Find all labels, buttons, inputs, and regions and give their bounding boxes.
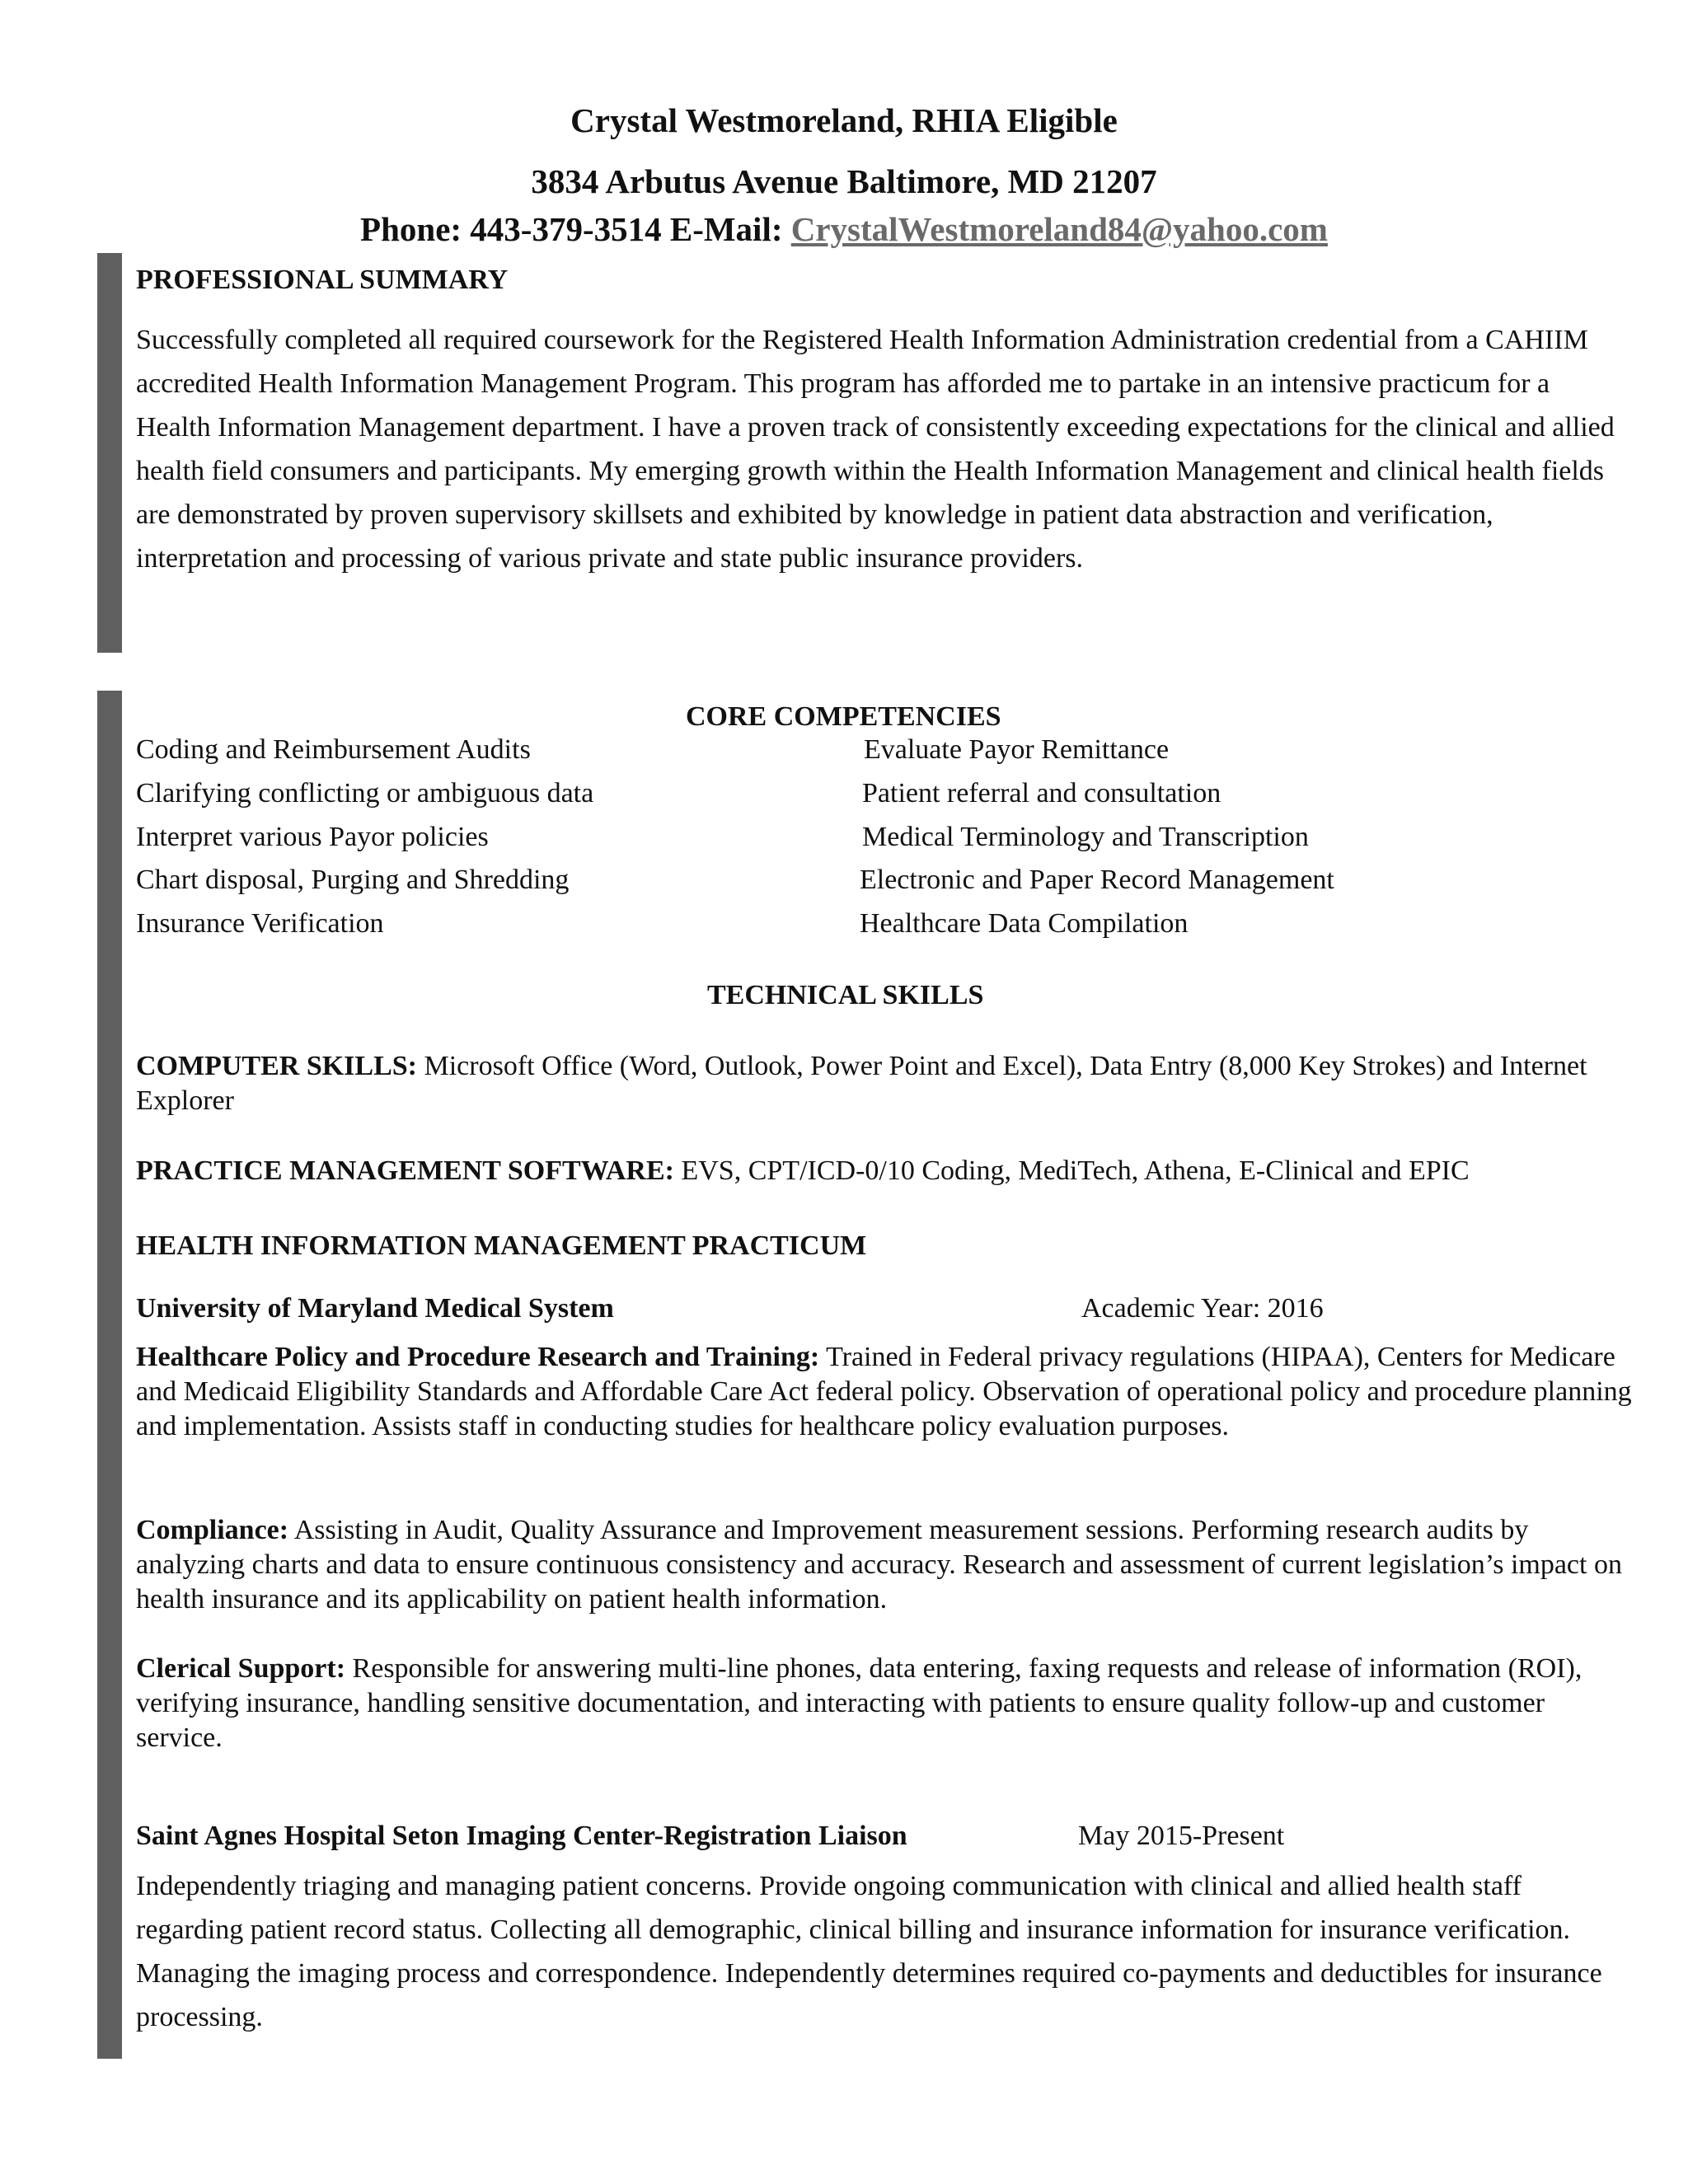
email-label: E-Mail:: [669, 210, 783, 248]
job-title: [136, 1818, 907, 1854]
competencies-heading: CORE COMPETENCIES: [686, 701, 1001, 732]
left-accent-bar-main: [97, 691, 122, 2059]
practicum-item-policy: [136, 1340, 1632, 1444]
competency-right-3: Medical Terminology and Transcription: [862, 822, 1309, 852]
phone-label: Phone:: [360, 210, 462, 248]
job-date: May 2015-Present: [1078, 1821, 1285, 1851]
contact-line: [0, 208, 1688, 251]
computer-skills-label: COMPUTER SKILLS:: [136, 1051, 417, 1081]
competency-left-4: Chart disposal, Purging and Shredding: [136, 865, 570, 895]
phone-number: 443-379-3514: [470, 210, 662, 248]
practicum-org-name: University of Maryland Medical System: [136, 1293, 614, 1324]
competency-left-5: Insurance Verification: [136, 908, 384, 939]
practicum-item-clerical-text: Responsible for answering multi-line phones, data entering, faxing requests and release of information (ROI), verifying insurance, handling sensitive documentation, and interacting with patients to ensure quality follow-up and customer service.: [136, 1653, 1582, 1753]
practicum-item-compliance-text: Assisting in Audit, Quality Assurance and Improvement measurement sessions. Performing research audits by analyzing charts and data to ensure continuous consistency and accuracy. Research and assessment of current legislation’s impact on health insurance and its applicability on patient health information.: [136, 1515, 1622, 1615]
practicum-item-compliance: [136, 1513, 1632, 1617]
practicum-date: Academic Year: 2016: [1081, 1293, 1324, 1324]
competency-left-1: Coding and Reimbursement Audits: [136, 734, 531, 765]
practicum-item-policy-text: Trained in Federal privacy regulations (HIPAA), Centers for Medicare and Medicaid Eligibility Standards and Affordable Care Act federal policy. Observation of operational policy and procedure planning and implementation. Assists staff in conducting studies for healthcare policy evaluation purposes.: [136, 1342, 1632, 1441]
practicum-heading: HEALTH INFORMATION MANAGEMENT PRACTICUM: [136, 1230, 867, 1261]
summary-heading: PROFESSIONAL SUMMARY: [136, 265, 509, 295]
competency-right-5: Healthcare Data Compilation: [860, 908, 1189, 939]
email-link[interactable]: CrystalWestmoreland84@yahoo.com: [790, 210, 1328, 248]
competency-left-2: Clarifying conflicting or ambiguous data: [136, 778, 594, 808]
address: 3834 Arbutus Avenue Baltimore, MD 21207: [531, 162, 1157, 200]
computer-skills: [136, 1049, 1632, 1118]
practicum-org: [136, 1291, 614, 1327]
competency-right-1: Evaluate Payor Remittance: [864, 734, 1170, 765]
job-title-text: Saint Agnes Hospital Seton Imaging Center-Registration Liaison: [136, 1821, 907, 1851]
competency-right-2: Patient referral and consultation: [862, 778, 1221, 808]
technical-heading: TECHNICAL SKILLS: [707, 980, 984, 1010]
practicum-item-policy-label: Healthcare Policy and Procedure Research and Training:: [136, 1342, 820, 1372]
competency-right-4: Electronic and Paper Record Management: [860, 865, 1334, 895]
practice-software-text: EVS, CPT/ICD-0/10 Coding, MediTech, Athena, E-Clinical and EPIC: [673, 1155, 1470, 1186]
practicum-item-clerical-label: Clerical Support:: [136, 1653, 346, 1684]
practicum-item-compliance-label: Compliance:: [136, 1515, 289, 1545]
left-accent-bar-summary: [97, 253, 122, 653]
practice-software-label: PRACTICE MANAGEMENT SOFTWARE:: [136, 1155, 674, 1186]
computer-skills-text: Microsoft Office (Word, Outlook, Power Point and Excel), Data Entry (8,000 Key Strokes) and Internet Explorer: [136, 1051, 1587, 1116]
practicum-item-clerical: [136, 1652, 1632, 1755]
practice-software: [136, 1154, 1632, 1188]
competency-left-3: Interpret various Payor policies: [136, 822, 489, 852]
candidate-name: Crystal Westmoreland, RHIA Eligible: [570, 101, 1118, 139]
summary-text: Successfully completed all required coursework for the Registered Health Information Administration credential from a CAHIIM accredited Health Information Management Program. This program has afforded me to partake in an intensive practicum for a Health Information Management department. I have a proven track of consistently exceeding expectations for the clinical and allied health field consumers and participants. My emerging growth within the Health Information Management and clinical health fields are demonstrated by proven supervisory skillsets and exhibited by knowledge in patient data abstraction and verification, interpretation and processing of various private and state public insurance providers.: [136, 325, 1615, 574]
job-description: Independently triaging and managing patient concerns. Provide ongoing communication with clinical and allied health staff regarding patient record status. Collecting all demographic, clinical billing and insurance information for insurance verification. Managing the imaging process and correspondence. Independently determines required co-payments and deductibles for insurance processing.: [136, 1871, 1602, 2032]
